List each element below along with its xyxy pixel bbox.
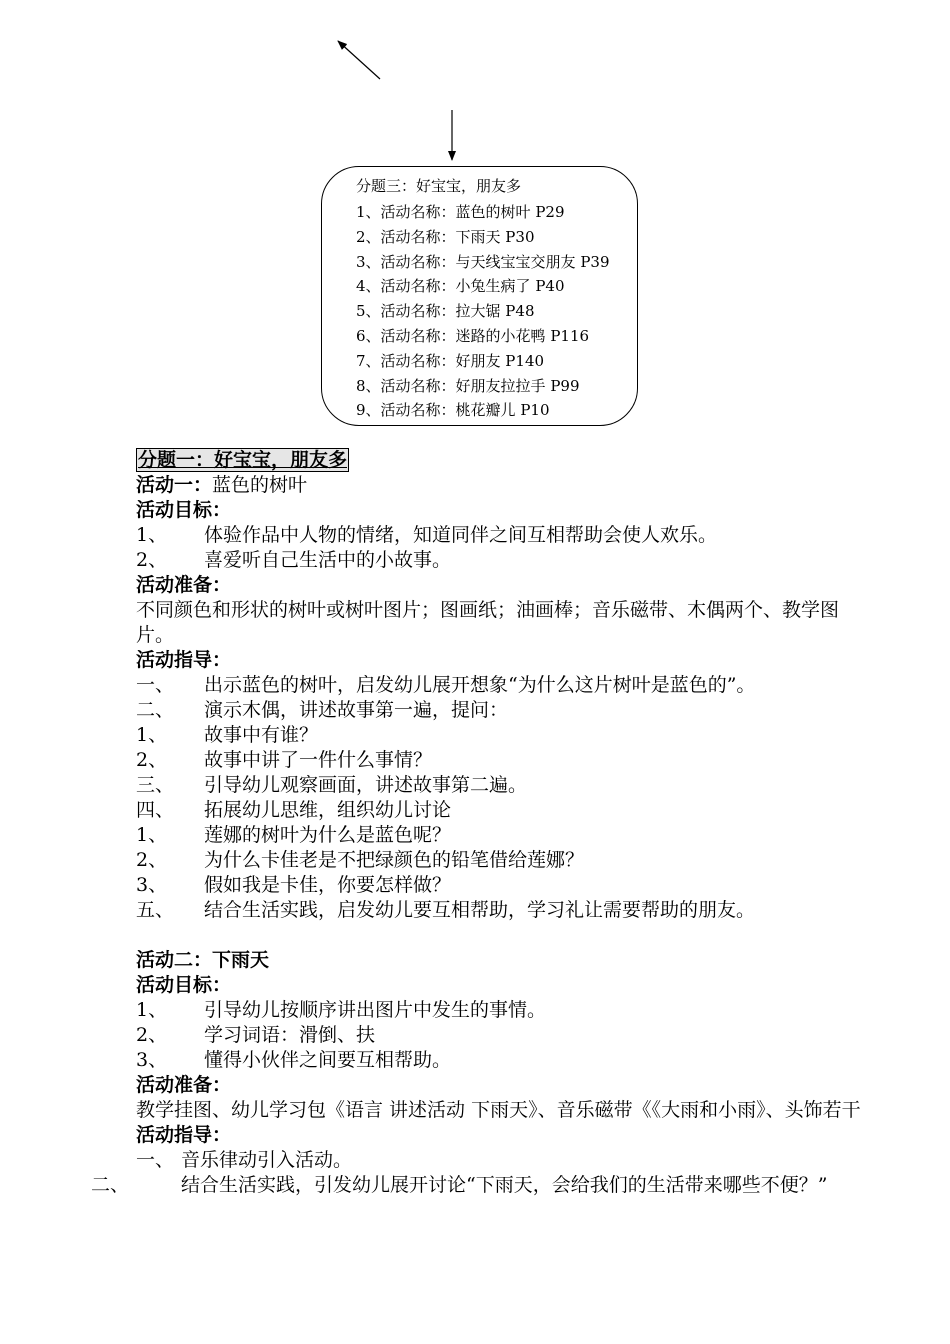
goals-heading: 活动目标：	[136, 499, 232, 521]
topic-item: 9、活动名称：桃花瓣儿 P10	[356, 401, 550, 420]
topic-item: 7、活动名称：好朋友 P140	[356, 351, 545, 370]
guide-item: 一、 出示蓝色的树叶，启发幼儿展开想象“为什么这片树叶是蓝色的”。	[136, 674, 756, 696]
topic-box-title: 分题三：好宝宝，朋友多	[356, 177, 522, 195]
guide-item: 2、 为什么卡佳老是不把绿颜色的铅笔借给莲娜？	[136, 849, 585, 871]
prep-text: 教学挂图、幼儿学习包《语言 讲述活动 下雨天》、音乐磁带《《大雨和小雨》、头饰若干	[136, 1099, 861, 1121]
goals-heading: 活动目标：	[136, 974, 232, 996]
guide-item: 五、 结合生活实践，启发幼儿要互相帮助，学习礼让需要帮助的朋友。	[136, 899, 756, 921]
topic-item: 1、活动名称：蓝色的树叶 P29	[356, 203, 565, 221]
topic-item: 8、活动名称：好朋友拉拉手 P99	[356, 376, 580, 395]
goal-item: 2、 喜爱听自己生活中的小故事。	[136, 549, 452, 571]
activity-title: 活动二：下雨天	[136, 949, 270, 971]
guide-item: 1、 莲娜的树叶为什么是蓝色呢？	[136, 824, 452, 846]
guide-item: 三、 引导幼儿观察画面，讲述故事第二遍。	[136, 774, 528, 796]
guide-item: 2、 故事中讲了一件什么事情？	[136, 749, 433, 771]
guide-item: 一、 音乐律动引入活动。	[136, 1149, 353, 1171]
guide-item: 四、 拓展幼儿思维，组织幼儿讨论	[136, 799, 452, 821]
guide-item: 二、 演示木偶，讲述故事第一遍，提问：	[136, 699, 509, 721]
prep-heading: 活动准备：	[136, 1074, 232, 1096]
guide-item: 3、 假如我是卡佳，你要怎样做？	[136, 874, 452, 896]
section-title: 分题一：好宝宝，朋友多	[138, 449, 348, 471]
prep-heading: 活动准备：	[136, 574, 232, 596]
goal-item: 3、 懂得小伙伴之间要互相帮助。	[136, 1049, 452, 1071]
topic-box-list	[356, 200, 610, 423]
guide-item: 1、 故事中有谁？	[136, 724, 319, 746]
guide-heading: 活动指导：	[136, 649, 232, 671]
goal-item: 1、 引导幼儿按顺序讲出图片中发生的事情。	[136, 999, 547, 1021]
guide-heading: 活动指导：	[136, 1124, 232, 1146]
prep-text: 不同颜色和形状的树叶或树叶图片；图画纸；油画棒；音乐磁带、木偶两个、教学图片。	[136, 599, 840, 646]
document-body	[91, 448, 872, 1198]
topic-item: 3、活动名称：与天线宝宝交朋友 P39	[356, 252, 610, 271]
goal-item: 2、 学习词语：滑倒、扶	[136, 1024, 376, 1046]
activity-title: 活动一：蓝色的树叶	[136, 474, 308, 496]
goal-item: 1、 体验作品中人物的情绪，知道同伴之间互相帮助会使人欢乐。	[136, 524, 718, 546]
topic-item: 4、活动名称：小兔生病了 P40	[356, 277, 565, 296]
diagonal-arrow	[338, 41, 380, 79]
topic-item: 2、活动名称：下雨天 P30	[356, 227, 535, 246]
guide-item: 二、 结合生活实践，引发幼儿展开讨论“下雨天，会给我们的生活带来哪些不便？”	[91, 1174, 828, 1196]
topic-item: 5、活动名称：拉大锯 P48	[356, 302, 535, 321]
topic-item: 6、活动名称：迷路的小花鸭 P116	[356, 326, 590, 345]
